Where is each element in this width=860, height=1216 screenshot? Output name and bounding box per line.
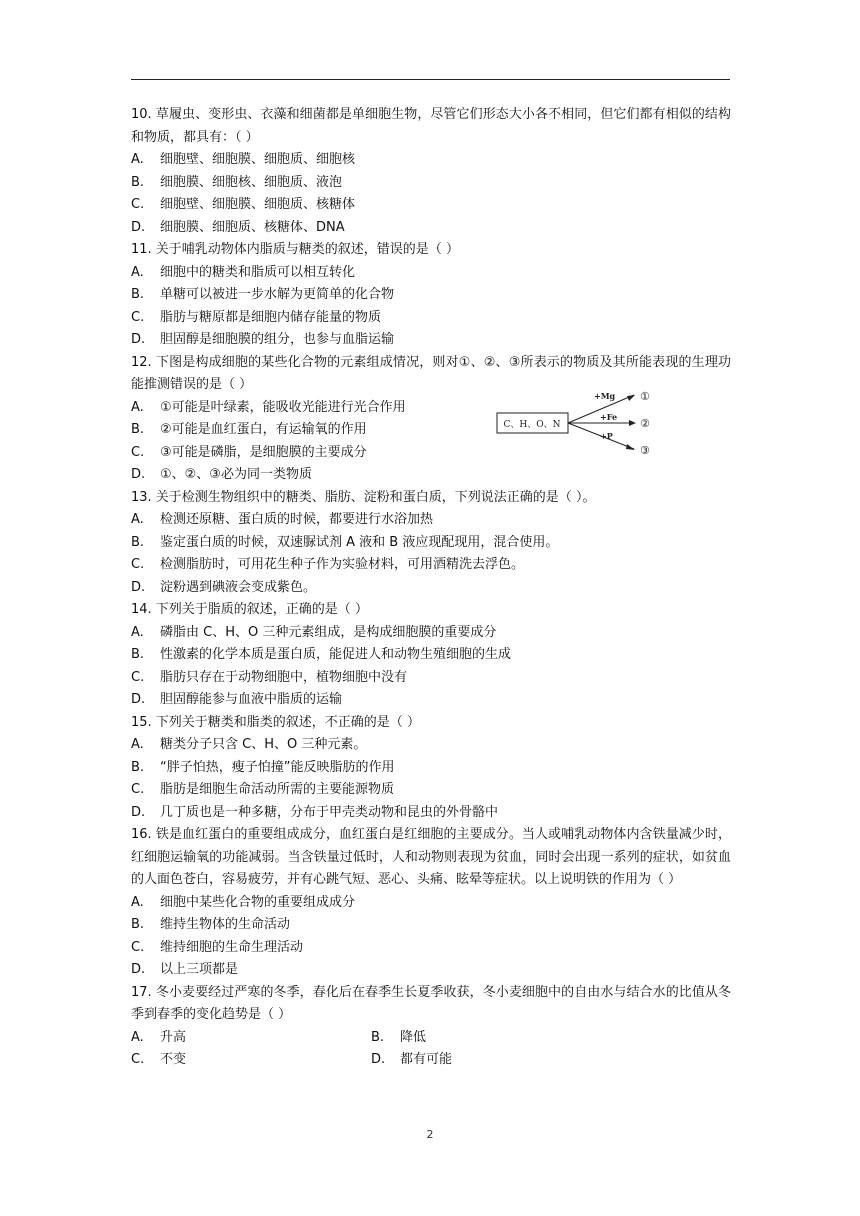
option-key: A.	[131, 737, 144, 752]
arrow-head	[626, 444, 635, 450]
option-text: ①可能是叶绿素，能吸收光能进行光合作用	[160, 399, 406, 415]
option-key: D.	[131, 219, 146, 235]
option-text: 不变	[160, 1052, 187, 1067]
option-text: 细胞膜、细胞质、核糖体、DNA	[160, 219, 345, 235]
option-text: 以上三项都是	[160, 962, 239, 977]
option-key: B.	[131, 759, 145, 775]
option-b	[131, 644, 731, 667]
option-a	[131, 622, 731, 645]
arrow-head	[627, 395, 635, 401]
option-a	[131, 149, 731, 172]
option-text: 脂肪与糖原都是细胞内储存能量的物质	[160, 309, 382, 325]
option-key: B.	[131, 647, 145, 662]
branch-product: ③	[640, 444, 650, 457]
option-text: 性激素的化学本质是蛋白质，能促进人和动物生殖细胞的生成	[160, 647, 512, 662]
option-text: 升高	[160, 1029, 187, 1045]
branch-label: +Fe	[600, 412, 618, 422]
option-key: A.	[131, 894, 144, 910]
arrow-head	[629, 420, 636, 426]
option-key: B.	[371, 1029, 385, 1045]
option-text: 糖类分子只含 C、H、O 三种元素。	[160, 737, 367, 752]
option-text: 降低	[400, 1029, 427, 1045]
question-stem: 15. 下列关于糖类和脂类的叙述，不正确的是（ ）	[131, 714, 420, 730]
option-key: A.	[131, 1029, 144, 1045]
option-row	[131, 1049, 731, 1072]
option-key: B.	[131, 174, 145, 190]
header-rule	[131, 79, 730, 80]
question-stem: 16. 铁是血红蛋白的重要组成成分，血红蛋白是红细胞的主要成分。当人或哺乳动物体内含铁量减少时，红细胞运输氧的功能减弱。当含铁量过低时，人和动物则表现为贫血，同时会出现一系列的症状，如贫血的人面色苍白，容易疲劳，并有心跳气短、恶心、头痛、眩晕等症状。以上说明铁的作用为（ ）	[131, 827, 731, 887]
question-13	[131, 487, 731, 600]
option-text: 细胞中的糖类和脂质可以相互转化	[160, 264, 356, 280]
option-text: 细胞壁、细胞膜、细胞质、细胞核	[160, 152, 356, 167]
page-number: 2	[426, 1128, 434, 1141]
option-c	[131, 937, 731, 960]
option-text: 单糖可以被进一步水解为更简单的化合物	[160, 287, 395, 302]
option-d	[131, 577, 731, 600]
option-d	[131, 329, 731, 352]
branch-label: +Mg	[594, 391, 616, 401]
option-text: 鉴定蛋白质的时候，双速脲试剂 A 液和 B 液应现配现用，混合使用。	[160, 534, 559, 550]
branch-label: +P	[600, 431, 613, 441]
option-text: 脂肪只存在于动物细胞中，植物细胞中没有	[160, 669, 408, 685]
option-key: C.	[131, 669, 145, 685]
branch-product: ①	[640, 390, 650, 403]
question-stem: 17. 冬小麦要经过严寒的冬季，春化后在春季生长夏季收获，冬小麦细胞中的自由水与结合水的比值从冬季到春季的变化趋势是（ ）	[131, 984, 731, 1022]
option-key: D.	[131, 962, 146, 977]
option-text: 胆固醇能参与血液中脂质的运输	[160, 692, 343, 707]
option-key: A.	[131, 624, 144, 640]
question-stem: 10. 草履虫、变形虫、衣藻和细菌都是单细胞生物，尽管它们形态大小各不相同，但它们都有相似的结构和物质，都具有：（ ）	[131, 107, 731, 145]
option-key: A.	[131, 264, 144, 280]
option-text: ②可能是血红蛋白，有运输氧的作用	[160, 422, 367, 437]
option-b	[131, 172, 731, 195]
option-c	[131, 194, 731, 217]
question-stem: 13. 关于检测生物组织中的糖类、脂肪、淀粉和蛋白质，下列说法正确的是（ ）。	[131, 489, 596, 505]
option-key: B.	[131, 422, 145, 437]
option-key: A.	[131, 152, 144, 167]
option-text: 几丁质也是一种多糖，分布于甲壳类动物和昆虫的外骨骼中	[160, 804, 499, 820]
option-c	[131, 307, 731, 330]
option-key: D.	[131, 467, 146, 482]
option-d	[131, 802, 731, 825]
option-b	[131, 914, 731, 937]
option-a	[131, 509, 731, 532]
option-text: 细胞壁、细胞膜、细胞质、核糖体	[160, 197, 356, 212]
question-stem: 14. 下列关于脂质的叙述，正确的是（ ）	[131, 602, 368, 617]
question-16	[131, 824, 731, 982]
option-text: 磷脂由 C、H、O 三种元素组成，是构成细胞膜的重要成分	[160, 624, 497, 640]
option-key: C.	[131, 939, 145, 955]
option-text: 细胞膜、细胞核、细胞质、液泡	[160, 174, 343, 190]
question-15	[131, 712, 731, 825]
option-key: D.	[131, 332, 146, 347]
option-key: B.	[131, 534, 145, 550]
question-list	[131, 104, 731, 1072]
option-text: 脂肪是细胞生命活动所需的主要能源物质	[160, 782, 395, 797]
option-text: ①、②、③必为同一类物质	[160, 467, 312, 482]
option-a	[131, 892, 731, 915]
option-text: 细胞中某些化合物的重要组成成分	[160, 894, 356, 910]
option-d	[131, 689, 731, 712]
element-box-label: C、H、O、N	[503, 420, 561, 430]
option-c	[131, 554, 731, 577]
question-11	[131, 239, 731, 352]
option-text: 维持生物体的生命活动	[160, 917, 291, 932]
option-a	[131, 262, 731, 285]
option-key: B.	[131, 917, 145, 932]
option-text: “胖子怕热，瘦子怕撞”能反映脂肪的作用	[160, 759, 395, 775]
option-c	[131, 667, 731, 690]
question-17	[131, 982, 731, 1072]
option-key: D.	[131, 692, 146, 707]
option-key: C.	[131, 197, 145, 212]
question-stem: 12. 下图是构成细胞的某些化合物的元素组成情况，则对①、②、③所表示的物质及其所能表现的生理功能推测错误的是（ ）	[131, 354, 731, 392]
option-key: A.	[131, 399, 144, 415]
option-text: 都有可能	[400, 1052, 453, 1067]
option-d	[131, 464, 731, 487]
question-14	[131, 599, 731, 712]
question-stem: 11. 关于哺乳动物体内脂质与糖类的叙述，错误的是（ ）	[131, 242, 459, 257]
option-row	[131, 1027, 731, 1050]
option-a	[131, 1027, 371, 1050]
option-key: C.	[131, 782, 145, 797]
option-d	[131, 959, 731, 982]
option-d	[131, 217, 731, 240]
option-key: C.	[131, 1052, 145, 1067]
option-key: C.	[131, 444, 145, 460]
option-text: ③可能是磷脂，是细胞膜的主要成分	[160, 444, 367, 460]
option-b	[131, 284, 731, 307]
option-d	[371, 1049, 611, 1072]
option-c	[131, 1049, 371, 1072]
option-text: 检测脂肪时，可用花生种子作为实验材料，可用酒精洗去浮色。	[160, 557, 525, 572]
option-b	[131, 532, 731, 555]
option-text: 维持细胞的生命生理活动	[160, 939, 304, 955]
question-10	[131, 104, 731, 239]
option-text: 胆固醇是细胞膜的组分，也参与血脂运输	[160, 332, 395, 347]
option-c	[131, 779, 731, 802]
option-key: B.	[131, 287, 145, 302]
option-key: C.	[131, 557, 145, 572]
option-key: C.	[131, 309, 145, 325]
option-text: 检测还原糖、蛋白质的时候，都要进行水浴加热	[160, 512, 434, 527]
branch-product: ②	[640, 417, 650, 430]
option-b	[131, 757, 731, 780]
element-composition-diagram	[494, 385, 654, 465]
option-key: D.	[131, 804, 146, 820]
option-key: D.	[131, 579, 146, 595]
option-key: D.	[371, 1052, 386, 1067]
option-a	[131, 734, 731, 757]
option-b	[371, 1027, 611, 1050]
option-key: A.	[131, 512, 144, 527]
option-text: 淀粉遇到碘液会变成紫色。	[160, 579, 317, 595]
